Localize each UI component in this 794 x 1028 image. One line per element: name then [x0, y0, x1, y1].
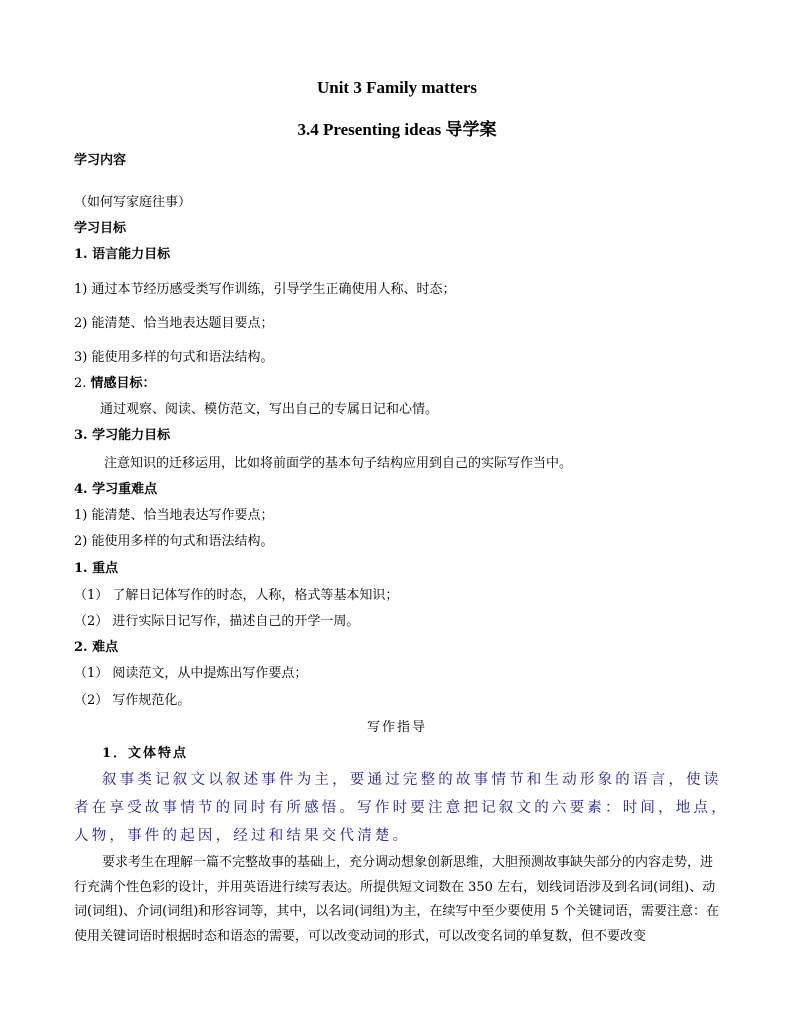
- difficult-points-heading: 2. 难点: [74, 640, 119, 655]
- language-goal-item-1: 1) 通过本节经历感受类写作训练，引导学生正确使用人称、时态；: [74, 282, 456, 297]
- writing-requirement-paragraph: 要求考生在理解一篇不完整故事的基础上，充分调动想象创新思维，大胆预测故事缺失部分的内容走势，进行充满个性色彩的设计，并用英语进行续写表达。所提供短文词数在 350 左右，划线词语涉及到名词(词组)、动词(词组)、介词(词组)和形容词等，其中，以名词(词组)为主，在续写中至少要使用 5 个关键词语，需要注意：在使用关键词语时根据时态和语态的需要，可以改变动词的形式，可以改变名词的单复数，但不要改变: [74, 855, 719, 944]
- key-difficult-item-2: 2) 能使用多样的句式和语法结构。: [74, 534, 274, 549]
- learning-goal-body: 注意知识的迁移运用，比如将前面学的基本句子结构应用到自己的实际写作当中。: [104, 456, 573, 471]
- language-goal-item-3: 3) 能使用多样的句式和语法结构。: [74, 350, 274, 365]
- difficult-point-1: （1） 阅读范文，从中提炼出写作要点；: [74, 666, 308, 681]
- key-point-2: （2） 进行实际日记写作，描述自己的开学一周。: [74, 614, 360, 629]
- content-heading: 学习内容: [74, 153, 127, 168]
- style-text-line-3: 人物，事件的起因，经过和结果交代清楚。: [74, 828, 411, 844]
- document-subtitle: 3.4 Presenting ideas 导学案: [297, 120, 497, 139]
- emotion-goal-body: 通过观察、阅读、模仿范文，写出自己的专属日记和心情。: [100, 402, 439, 417]
- emotion-goal-number: 2.: [74, 376, 91, 391]
- key-point-1: （1） 了解日记体写作的时态，人称，格式等基本知识；: [74, 588, 399, 603]
- content-description: （如何写家庭往事）: [74, 195, 192, 210]
- learning-goal-heading: 3. 学习能力目标: [74, 428, 171, 443]
- difficult-point-2: （2） 写作规范化。: [74, 693, 191, 708]
- language-goal-heading: 1. 语言能力目标: [74, 247, 171, 262]
- document-title: Unit 3 Family matters: [316, 78, 478, 97]
- style-text-line-1: 叙事类记叙文以叙述事件为主，要通过完整的故事情节和生动形象的语言，使读: [102, 772, 722, 788]
- emotion-goal-label: 情感目标：: [90, 376, 156, 391]
- key-difficult-item-1: 1) 能清楚、恰当地表达写作要点；: [74, 508, 274, 523]
- goals-heading: 学习目标: [74, 221, 127, 236]
- key-points-heading: 1. 重点: [74, 561, 119, 576]
- style-text-line-2: 者在享受故事情节的同时有所感悟。写作时要注意把记叙文的六要素：时间，地点，: [74, 800, 729, 816]
- writing-guide-heading: 写作指导: [366, 720, 427, 735]
- emotion-goal-heading: [74, 375, 156, 393]
- language-goal-item-2: 2) 能清楚、恰当地表达题目要点；: [74, 316, 274, 331]
- style-features-heading: 1．文体特点: [102, 746, 189, 761]
- key-difficult-heading: 4. 学习重难点: [74, 482, 158, 497]
